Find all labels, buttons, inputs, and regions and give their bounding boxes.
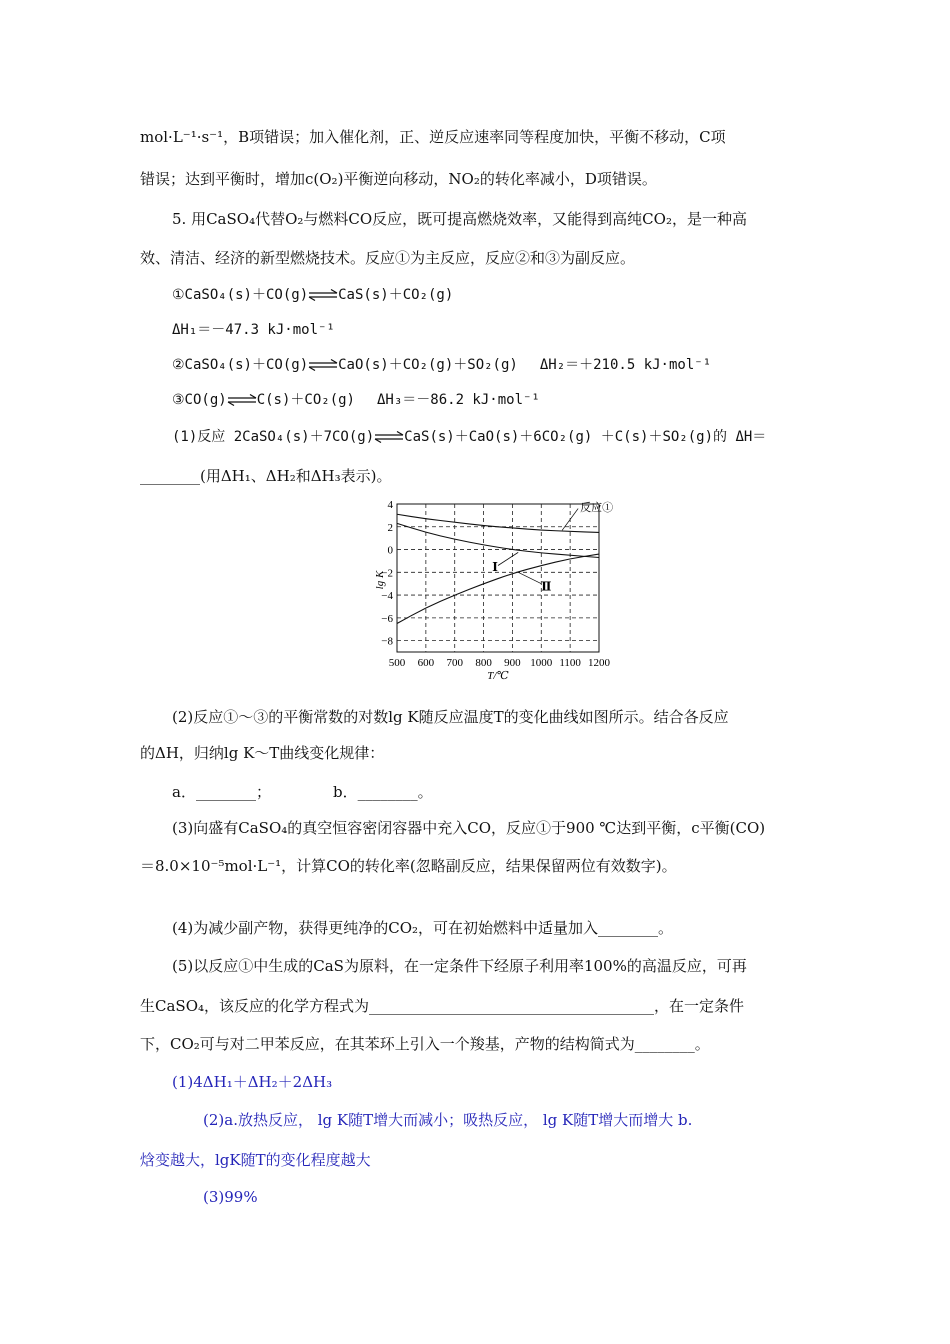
equilibrium-arrow-icon <box>308 359 338 371</box>
reaction-2 <box>172 355 711 375</box>
equilibrium-arrow-icon <box>374 431 404 443</box>
text-line: 的ΔH，归纳lg K～T曲线变化规律： <box>140 744 385 762</box>
x-tick-label: 1000 <box>530 657 553 669</box>
answer-2: (2)a.放热反应， lg K随T增大而减小；吸热反应， lg K随T增大而增大 b. <box>203 1111 693 1129</box>
reaction-3 <box>172 390 540 410</box>
x-axis-label: T/℃ <box>487 670 509 682</box>
y-tick-label: 4 <box>387 499 393 511</box>
curve-反应① <box>397 514 599 532</box>
part-1-blank: ________(用ΔH₁、ΔH₂和ΔH₃表示)。 <box>140 467 392 485</box>
text-line: ＝8.0×10⁻⁵mol·L⁻¹，计算CO的转化率(忽略副反应，结果保留两位有效数字)。 <box>140 857 677 875</box>
part-3: (3)向盛有CaSO₄的真空恒容密闭容器中充入CO，反应①于900 ℃达到平衡，c平衡(CO) <box>172 819 766 837</box>
text-line: 错误；达到平衡时，增加c(O₂)平衡逆向移动，NO₂的转化率减小，D项错误。 <box>140 170 657 188</box>
annotations <box>492 500 613 594</box>
reaction-2-left: ②CaSO₄(s)＋CO(g) <box>172 357 309 373</box>
part-1-right: CaS(s)＋CaO(s)＋6CO₂(g) ＋C(s)＋SO₂(g)的 ΔH＝ <box>404 429 767 445</box>
text-line: 下，CO₂可与对二甲苯反应，在其苯环上引入一个羧基，产物的结构简式为________。 <box>140 1035 710 1053</box>
answer-3: (3)99% <box>203 1188 258 1206</box>
reaction-2-right: CaO(s)＋CO₂(g)＋SO₂(g) <box>338 357 518 373</box>
curve-Ⅱ <box>397 554 599 623</box>
part-2-a: a．________； <box>172 783 271 801</box>
y-tick-label: 2 <box>387 521 393 534</box>
pointer-line <box>518 572 541 583</box>
x-tick-label: 600 <box>417 657 435 669</box>
curve-Ⅰ <box>397 523 599 557</box>
equilibrium-arrow-icon <box>227 394 257 406</box>
y-tick-label: 0 <box>387 544 393 557</box>
curves <box>397 514 599 623</box>
text-line: mol·L⁻¹·s⁻¹，B项错误；加入催化剂，正、逆反应速率同等程度加快，平衡不移动，C项 <box>140 128 726 146</box>
label-reaction-1: 反应① <box>580 501 614 514</box>
x-tick-label: 700 <box>446 657 463 669</box>
lgk-temperature-chart <box>355 492 625 684</box>
x-tick-labels <box>389 657 611 669</box>
answer-1: (1)4ΔH₁＋ΔH₂＋2ΔH₃ <box>172 1073 333 1091</box>
label-curve-2: Ⅱ <box>541 579 552 594</box>
y-tick-label: −6 <box>381 612 393 625</box>
x-tick-label: 1100 <box>559 657 581 669</box>
pointer-line <box>498 552 518 565</box>
question-5-intro: 5. 用CaSO₄代替O₂与燃料CO反应，既可提高燃烧效率，又能得到高纯CO₂，是一种高 <box>172 210 747 228</box>
part-2: (2)反应①～③的平衡常数的对数lg K随反应温度T的变化曲线如图所示。结合各反应 <box>172 708 729 726</box>
part-1-left: (1)反应 2CaSO₄(s)＋7CO(g) <box>172 429 375 445</box>
equilibrium-arrow-icon <box>308 289 338 301</box>
part-1 <box>172 427 766 447</box>
y-tick-label: −8 <box>381 635 393 648</box>
text-line: 焓变越大，lgK随T的变化程度越大 <box>140 1151 371 1169</box>
label-curve-1: Ⅰ <box>492 560 498 575</box>
text-line: 效、清洁、经济的新型燃烧技术。反应①为主反应，反应②和③为副反应。 <box>140 249 636 267</box>
reaction-1-right: CaS(s)＋CO₂(g) <box>338 287 454 303</box>
part-2-b: b．________。 <box>333 783 433 801</box>
reaction-3-right: C(s)＋CO₂(g) <box>256 392 355 408</box>
y-axis-label: lg K <box>374 570 386 590</box>
y-tick-label: −4 <box>381 590 393 603</box>
x-tick-label: 1200 <box>588 657 610 669</box>
y-tick-label: −2 <box>381 567 393 580</box>
reaction-1-left: ①CaSO₄(s)＋CO(g) <box>172 287 309 303</box>
reaction-2-enthalpy: ΔH₂＝＋210.5 kJ·mol⁻¹ <box>539 357 712 373</box>
x-tick-label: 900 <box>504 657 521 669</box>
x-tick-label: 500 <box>388 657 406 669</box>
reaction-1 <box>172 285 453 305</box>
reaction-3-enthalpy: ΔH₃＝－86.2 kJ·mol⁻¹ <box>377 392 540 408</box>
x-tick-label: 800 <box>475 657 492 669</box>
reaction-3-left: ③CO(g) <box>172 392 227 408</box>
part-4: (4)为减少副产物，获得更纯净的CO₂，可在初始燃料中适量加入________。 <box>172 919 674 937</box>
part-5: (5)以反应①中生成的CaS为原料，在一定条件下经原子利用率100%的高温反应，可再 <box>172 957 747 975</box>
reaction-1-enthalpy: ΔH₁＝－47.3 kJ·mol⁻¹ <box>172 322 335 338</box>
text-line: 生CaSO₄，该反应的化学方程式为______________________________________，在一定条件 <box>140 997 745 1015</box>
